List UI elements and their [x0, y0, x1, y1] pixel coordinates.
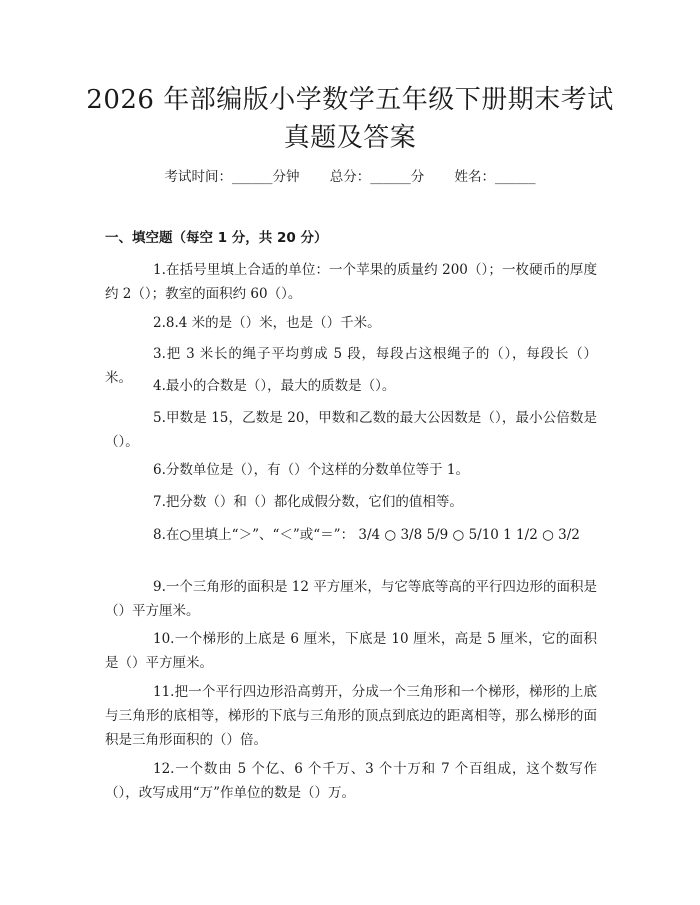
- question-text: 把分数（）和（）都化成假分数，它们的值相等。: [165, 494, 463, 510]
- question-8: [105, 523, 597, 547]
- exam-title-line-1: 2026 年部编版小学数学五年级下册期末考试: [86, 85, 614, 115]
- question-number: 5.: [153, 410, 166, 426]
- total-score-unit: 分: [410, 169, 425, 185]
- question-number: 8.: [153, 527, 166, 543]
- question-text: 一个数由 5 个亿、6 个千万、3 个十万和 7 个百组成，这个数写作（），改写成用“万”作单位的数是（）万。: [105, 761, 597, 801]
- question-number: 1.: [153, 262, 166, 278]
- question-number: 7.: [153, 494, 166, 510]
- question-11: [105, 680, 597, 752]
- question-1: [105, 258, 597, 306]
- exam-time-blank: ______: [231, 169, 273, 185]
- exam-time-label: 考试时间：: [164, 169, 232, 185]
- question-6: [105, 458, 597, 482]
- section-heading: 一、填空题（每空 1 分，共 20 分）: [105, 230, 328, 246]
- question-number: 6.: [153, 462, 166, 478]
- question-text: 一个梯形的上底是 6 厘米，下底是 10 厘米，高是 5 厘米，它的面积是（）平方厘米。: [105, 631, 597, 671]
- question-5: [105, 406, 597, 454]
- question-text: 甲数是 15，乙数是 20，甲数和乙数的最大公因数是（），最小公倍数是（）。: [105, 410, 597, 450]
- student-name-field: [455, 167, 536, 187]
- question-text: 一个三角形的面积是 12 平方厘米，与它等底等高的平行四边形的面积是（）平方厘米。: [105, 579, 597, 619]
- question-number: 2.: [153, 315, 166, 331]
- question-number: 10.: [153, 631, 175, 647]
- exam-title-line-2: 真题及答案: [283, 123, 417, 153]
- question-number: 12.: [153, 761, 175, 777]
- question-4: [105, 374, 597, 398]
- question-text: 在括号里填上合适的单位：一个苹果的质量约 200（）；一枚硬币的厚度约 2（）；教室的面积约 60（）。: [105, 262, 597, 302]
- question-text: 最小的合数是（），最大的质数是（）。: [165, 378, 396, 394]
- question-text: 在○里填上“＞”、“＜”或“＝”： 3/4 ○ 3/8 5/9 ○ 5/10 1 1/2 ○ 3/2: [165, 527, 580, 543]
- question-10: [105, 627, 597, 675]
- student-name-label: 姓名：: [454, 169, 496, 185]
- question-number: 3.: [153, 346, 166, 362]
- exam-time-field: [164, 167, 299, 187]
- question-number: 9.: [153, 579, 166, 595]
- total-score-label: 总分：: [329, 169, 371, 185]
- question-9: [105, 575, 597, 623]
- question-number: 11.: [153, 684, 175, 700]
- question-12: [105, 757, 597, 805]
- question-text: 分数单位是（），有（）个这样的分数单位等于 1。: [165, 462, 470, 478]
- student-name-blank: ______: [495, 169, 536, 185]
- question-text: 把 3 米长的绳子平均剪成 5 段，每段占这根绳子的（），每段长（）米。: [105, 346, 597, 386]
- question-text: 把一个平行四边形沿高剪开，分成一个三角形和一个梯形，梯形的上底与三角形的底相等，梯形的下底与三角形的顶点到底边的距离相等，那么梯形的面积是三角形面积的（）倍。: [105, 684, 597, 748]
- question-7: [105, 490, 597, 514]
- question-text: 8.4 米的是（）米，也是（）千米。: [165, 315, 381, 331]
- total-score-blank: ______: [370, 169, 411, 185]
- exam-time-unit: 分钟: [272, 169, 300, 185]
- exam-info-line: [0, 167, 700, 187]
- total-score-field: [330, 167, 425, 187]
- question-2: [105, 311, 597, 335]
- question-number: 4.: [153, 378, 166, 394]
